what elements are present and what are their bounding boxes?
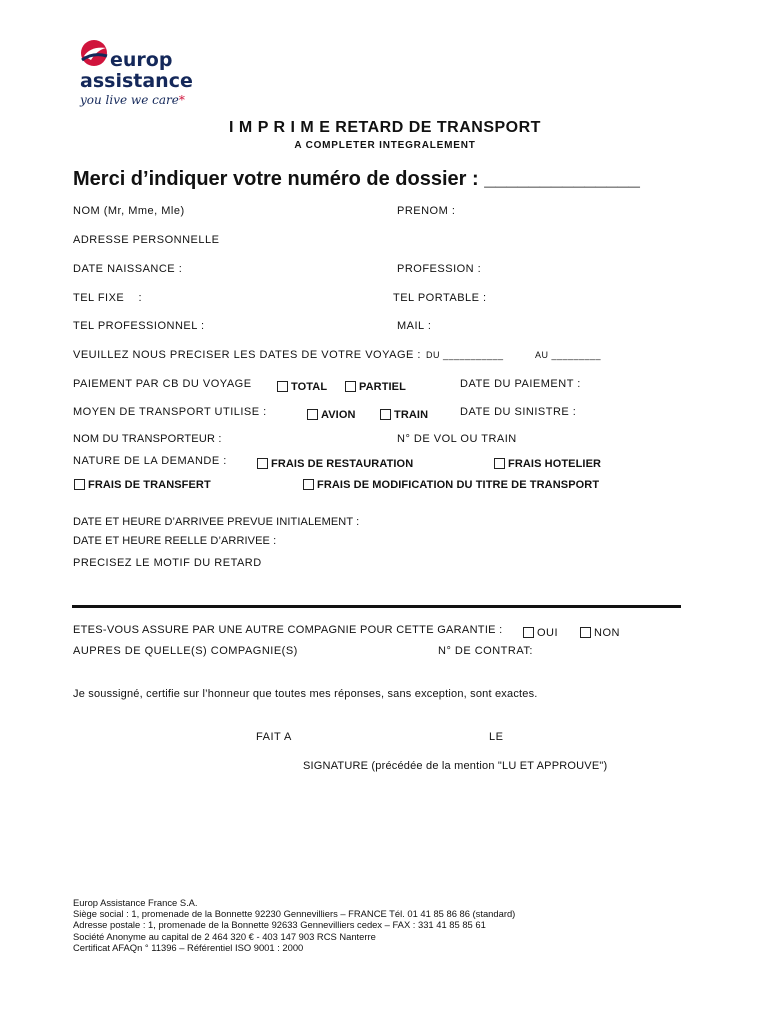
logo-tagline-text: you live we care (80, 93, 179, 107)
partiel-checkbox[interactable] (345, 381, 356, 392)
frais-restauration-option[interactable] (257, 454, 413, 472)
footer (73, 897, 515, 953)
frais-hotelier-checkbox[interactable] (494, 458, 505, 469)
dossier-line (73, 168, 640, 191)
footer-certificat: Certificat AFAQn ° 11396 – Référentiel ISO 9001 : 2000 (73, 941, 304, 953)
le-label: LE (489, 731, 504, 743)
avion-label: AVION (321, 409, 356, 421)
date-sinistre-label: DATE DU SINISTRE : (460, 406, 577, 418)
non-checkbox[interactable] (580, 627, 591, 638)
prenom-label: PRENOM : (397, 205, 456, 217)
oui-checkbox[interactable] (523, 627, 534, 638)
non-label: NON (594, 627, 620, 639)
footer-adresse: Adresse postale : 1, promenade de la Bonnette 92633 Gennevilliers cedex – FAX : 331 41 85 85 61 (73, 919, 486, 931)
frais-hotelier-label: FRAIS HOTELIER (508, 458, 602, 470)
total-checkbox[interactable] (277, 381, 288, 392)
tel-fixe-label: TEL FIXE : (73, 292, 143, 304)
oui-option[interactable] (523, 623, 558, 641)
frais-transfert-label: FRAIS DE TRANSFERT (88, 479, 211, 491)
certify-text: Je soussigné, certifie sur l’honneur que toutes mes réponses, sans exception, sont exactes. (73, 688, 538, 700)
train-label: TRAIN (394, 409, 429, 421)
nature-label: NATURE DE LA DEMANDE : (73, 455, 227, 467)
du-field[interactable]: DU ___________ (426, 350, 504, 360)
adresse-label: ADRESSE PERSONNELLE (73, 234, 220, 246)
dates-voyage-label: VEUILLEZ NOUS PRECISER LES DATES DE VOTRE VOYAGE : (73, 349, 421, 361)
footer-siege: Siège social : 1, promenade de la Bonnette 92230 Gennevilliers – FRANCE Tél. 01 41 85 86 86 (standard) (73, 908, 516, 920)
transporteur-label: NOM DU TRANSPORTEUR : (73, 433, 222, 445)
train-option[interactable] (380, 405, 428, 423)
frais-restauration-label: FRAIS DE RESTAURATION (271, 458, 414, 470)
frais-hotelier-option[interactable] (494, 454, 601, 472)
arrivee-reelle-label: DATE ET HEURE REELLE D’ARRIVEE : (73, 535, 277, 547)
contrat-label: N° DE CONTRAT: (438, 645, 533, 657)
moyen-label: MOYEN DE TRANSPORT UTILISE : (73, 406, 267, 418)
tel-pro-label: TEL PROFESSIONNEL : (73, 320, 205, 332)
assure-label: ETES-VOUS ASSURE PAR UNE AUTRE COMPAGNIE POUR CETTE GARANTIE : (73, 624, 503, 636)
avion-checkbox[interactable] (307, 409, 318, 420)
partiel-option[interactable] (345, 377, 406, 395)
footer-company: Europ Assistance France S.A. (73, 897, 198, 908)
partiel-label: PARTIEL (359, 381, 406, 393)
train-checkbox[interactable] (380, 409, 391, 420)
logo-line2: assistance (80, 70, 193, 92)
dossier-number-field[interactable]: ______________ (484, 168, 640, 190)
paiement-label: PAIEMENT PAR CB DU VOYAGE (73, 378, 252, 390)
footer-capital: Société Anonyme au capital de 2 464 320 € - 403 147 903 RCS Nanterre (73, 930, 376, 942)
tel-portable-label: TEL PORTABLE : (393, 292, 487, 304)
signature-label: SIGNATURE (précédée de la mention "LU ET APPROUVE") (303, 760, 608, 772)
motif-label: PRECISEZ LE MOTIF DU RETARD (73, 557, 262, 569)
mail-label: MAIL : (397, 320, 432, 332)
logo-tagline-mark: * (178, 93, 185, 107)
dossier-label: Merci d’indiquer votre numéro de dossier : (73, 168, 479, 190)
form-subtitle: A COMPLETER INTEGRALEMENT (294, 140, 476, 151)
logo-line1: europ (110, 49, 173, 71)
profession-label: PROFESSION : (397, 263, 482, 275)
date-naissance-label: DATE NAISSANCE : (73, 263, 183, 275)
fait-a-label: FAIT A (256, 731, 292, 743)
vol-train-label: N° DE VOL OU TRAIN (397, 433, 517, 445)
logo-tagline (80, 93, 185, 107)
aupres-label: AUPRES DE QUELLE(S) COMPAGNIE(S) (73, 645, 298, 657)
oui-label: OUI (537, 627, 559, 639)
frais-modification-checkbox[interactable] (303, 479, 314, 490)
frais-transfert-checkbox[interactable] (74, 479, 85, 490)
non-option[interactable] (580, 623, 620, 641)
avion-option[interactable] (307, 405, 356, 423)
frais-modification-label: FRAIS DE MODIFICATION DU TITRE DE TRANSPORT (317, 479, 600, 491)
nom-label: NOM (Mr, Mme, Mle) (73, 205, 185, 217)
total-label: TOTAL (291, 381, 328, 393)
date-paiement-label: DATE DU PAIEMENT : (460, 378, 581, 390)
frais-modification-option[interactable] (303, 475, 599, 493)
logo-emblem-icon (79, 38, 109, 68)
total-option[interactable] (277, 377, 327, 395)
arrivee-prevue-label: DATE ET HEURE D’ARRIVEE PREVUE INITIALEMENT : (73, 516, 360, 528)
au-field[interactable]: AU _________ (535, 350, 602, 360)
frais-transfert-option[interactable] (74, 475, 211, 493)
form-title: I M P R I M E RETARD DE TRANSPORT (229, 119, 541, 136)
section-divider (72, 605, 681, 608)
frais-restauration-checkbox[interactable] (257, 458, 268, 469)
